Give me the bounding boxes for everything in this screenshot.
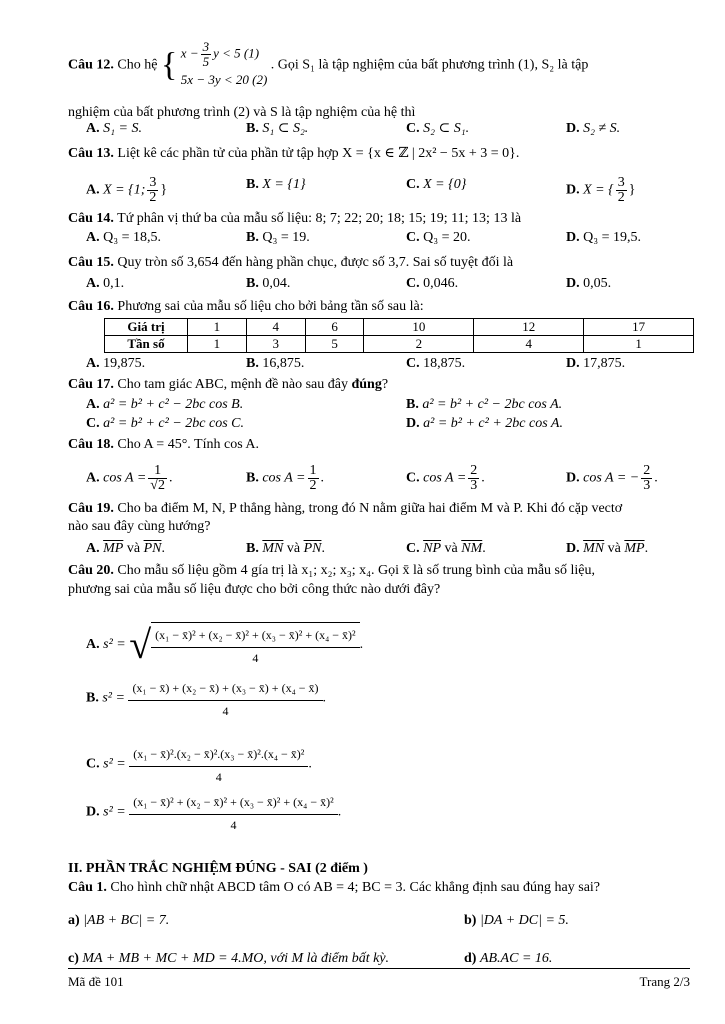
option-a[interactable]: [86, 275, 124, 293]
table-cell: 2: [364, 336, 474, 353]
formula-lhs: s² =: [103, 637, 126, 653]
option-text: X = {1}: [262, 177, 306, 192]
option-tail: .: [482, 541, 486, 556]
equation-2: 5x − 3y < 20 (2): [180, 72, 268, 87]
question-text: Cho mẫu số liệu gồm 4 gía trị là x₁; x₂; x₃; x₄. Gọi x̄ là số trung bình của mẫu số liệu,: [117, 563, 595, 578]
option-tail: .: [654, 470, 658, 486]
fraction-num: 3: [149, 175, 157, 190]
vector: $\overline{MN}$: [583, 541, 605, 556]
option-label: C.: [406, 470, 420, 486]
section-title: II. PHẦN TRẮC NGHIỆM ĐÚNG - SAI (2 điểm ): [68, 861, 368, 876]
table-cell: 1: [188, 336, 247, 353]
question-19: [68, 500, 690, 518]
option-a[interactable]: [86, 176, 167, 205]
option-label: C.: [406, 121, 420, 136]
option-text: S₂ ≠ S.: [583, 121, 621, 136]
table-cell: 4: [474, 336, 584, 353]
option-tail: .: [322, 690, 327, 706]
fraction-den: 4: [252, 651, 259, 665]
table-header-cell: Giá trị: [105, 319, 188, 336]
fraction-den: 2: [149, 190, 157, 205]
option-b[interactable]: [246, 229, 310, 247]
option-label: A.: [86, 230, 100, 245]
option-d[interactable]: [566, 540, 648, 558]
option-label: D.: [406, 416, 420, 431]
option-label: A.: [86, 121, 100, 136]
table-cell: 10: [364, 319, 474, 336]
sqrt-icon: √: [129, 622, 152, 667]
option-text: a² = b² + c² + 2bc cos A.: [423, 416, 563, 431]
question-label: Câu 12.: [68, 57, 114, 73]
option-tail: .: [359, 637, 364, 653]
question-text: Cho A = 45°. Tính cos A.: [117, 437, 259, 452]
fraction-num: (x₁ − x̄)² + (x₂ − x̄)² + (x₃ − x̄)² + (x₄ − x̄)²: [129, 790, 337, 815]
fraction-num: 2: [470, 463, 478, 478]
option-a[interactable]: [86, 396, 243, 414]
equation-1: [181, 40, 268, 69]
option-and: và: [286, 541, 301, 556]
exam-page: [68, 0, 690, 1024]
fraction-den: 4: [222, 704, 229, 718]
option-fraction: [641, 464, 652, 493]
option-text: cos A = −: [583, 470, 640, 486]
option-d[interactable]: [566, 120, 620, 138]
question-label: Câu 14.: [68, 211, 114, 226]
question-12: [68, 40, 690, 91]
fraction-num: 1: [148, 464, 167, 479]
statement-label: a): [68, 913, 80, 928]
option-c[interactable]: [406, 275, 458, 293]
option-label: B.: [246, 356, 259, 371]
option-label: C.: [406, 541, 420, 556]
option-b[interactable]: [246, 176, 306, 194]
option-label: D.: [86, 804, 100, 820]
option-fraction: [147, 176, 158, 205]
option-text: X = {0}: [423, 177, 467, 192]
formula-row: [86, 742, 312, 787]
option-label: D.: [566, 230, 580, 245]
option-d[interactable]: [566, 275, 611, 293]
option-tail: }: [628, 182, 636, 198]
fraction-num: (x₁ − x̄)².(x₂ − x̄)².(x₃ − x̄)².(x₄ − x̄)²: [129, 742, 308, 767]
question-text: Cho tam giác ABC, mệnh đề nào sau đây: [117, 377, 348, 392]
question-label: Câu 16.: [68, 299, 114, 314]
option-label: B.: [86, 690, 99, 706]
table-header-cell: Tần số: [105, 336, 188, 353]
option-and: và: [126, 541, 141, 556]
fraction-den: 4: [215, 770, 222, 784]
option-d[interactable]: [566, 229, 641, 247]
table-cell: 1: [188, 319, 247, 336]
option-label: C.: [406, 356, 420, 371]
option-d[interactable]: [566, 176, 635, 205]
formula-lhs: s² =: [103, 804, 126, 820]
statement-d[interactable]: [464, 950, 552, 968]
table-cell: 17: [584, 319, 694, 336]
statement-text: AB.AC = 16.: [479, 951, 553, 966]
vector: $\overline{MN}$: [262, 541, 284, 556]
vector: $\overline{PN}$: [303, 541, 322, 556]
option-text: a² = b² + c² − 2bc cos C.: [103, 416, 244, 431]
statement-label: b): [464, 913, 477, 928]
option-c[interactable]: [406, 464, 485, 493]
vector: $\overline{PN}$: [143, 541, 162, 556]
option-c[interactable]: [406, 176, 466, 194]
formula-fraction: [151, 623, 359, 668]
option-label: B.: [246, 121, 259, 136]
option-tail: .: [337, 804, 342, 820]
option-b[interactable]: [68, 676, 690, 724]
option-a[interactable]: [68, 616, 690, 672]
exam-code: Mã đề 101: [68, 974, 124, 989]
table-cell: 6: [305, 319, 364, 336]
page-number: Trang 2/3: [639, 974, 690, 989]
statement-label: c): [68, 951, 79, 966]
question-label: Câu 17.: [68, 377, 114, 392]
statement-b[interactable]: [464, 912, 569, 930]
option-a[interactable]: [86, 120, 142, 138]
question-text: Liệt kê các phần tử của phần tử tập hợp X = {x ∈ ℤ | 2x² − 5x + 3 = 0}.: [117, 146, 520, 161]
option-tail: .: [481, 470, 485, 486]
option-tail: .: [308, 756, 312, 772]
option-label: B.: [246, 470, 259, 486]
option-text: a² = b² + c² − 2bc cos A.: [422, 397, 563, 412]
question-label: Câu 20.: [68, 563, 114, 578]
option-text: cos A =: [423, 470, 467, 486]
option-label: A.: [86, 356, 100, 371]
option-label: A.: [86, 637, 100, 653]
question-text: Cho hình chữ nhật ABCD tâm O có AB = 4; BC = 3. Các khẳng định sau đúng hay sai?: [110, 880, 601, 895]
formula-lhs: s² =: [102, 690, 125, 706]
option-tail: .: [161, 541, 165, 556]
question-label: Câu 13.: [68, 146, 114, 161]
fraction-den: 3: [470, 478, 478, 493]
question-text-end: ?: [381, 377, 389, 392]
option-label: C.: [406, 276, 420, 291]
question-text: Phương sai của mẫu số liệu cho bởi bảng tần số sau là:: [117, 299, 424, 314]
option-text: S₁ = S.: [103, 121, 142, 136]
question-18: [68, 436, 690, 454]
option-text: X = {1;: [103, 182, 146, 198]
question-18-options: [68, 458, 690, 492]
option-fraction: [148, 464, 167, 493]
system-brace: {: [160, 46, 178, 84]
option-label: B.: [246, 230, 259, 245]
vector: $\overline{NM}$: [461, 541, 483, 556]
question-12-continued: nghiệm của bất phương trình (2) và S là tập nghiệm của hệ thì: [68, 105, 416, 120]
statement-text: |DA + DC| = 5.: [479, 913, 569, 928]
option-text: cos A =: [103, 470, 147, 486]
table-cell: 5: [305, 336, 364, 353]
option-a[interactable]: [86, 355, 145, 373]
section2-question-1: [68, 879, 690, 897]
option-c[interactable]: [406, 355, 465, 373]
option-label: D.: [566, 541, 580, 556]
option-text: 0,04.: [262, 276, 291, 291]
sqrt-radicand: [151, 622, 359, 668]
option-label: A.: [86, 276, 100, 291]
option-label: C.: [86, 756, 100, 772]
question-13-options: [68, 172, 690, 205]
option-label: C.: [406, 230, 420, 245]
option-label: C.: [86, 416, 100, 431]
question-20: [68, 562, 690, 580]
option-label: D.: [566, 182, 580, 198]
option-d[interactable]: [566, 464, 658, 493]
table-cell: 12: [474, 319, 584, 336]
option-text: S₁ ⊂ S₂.: [262, 121, 309, 136]
fraction-den: 3: [643, 478, 651, 493]
option-b[interactable]: [246, 540, 325, 558]
option-text: 17,875.: [583, 356, 626, 371]
question-19-continued: nào sau đây cùng hướng?: [68, 519, 211, 534]
option-text: cos A =: [262, 470, 306, 486]
fraction-num: (x₁ − x̄)² + (x₂ − x̄)² + (x₃ − x̄)² + (x₄ − x̄)²: [151, 623, 359, 648]
option-text: 18,875.: [423, 356, 466, 371]
option-d[interactable]: [566, 355, 625, 373]
eq1-num: 3: [202, 39, 210, 54]
option-text: 0,05.: [583, 276, 612, 291]
option-label: A.: [86, 397, 100, 412]
question-text: Cho ba điểm M, N, P thẳng hàng, trong đó N nằm giữa hai điểm M và P. Khi đó cặp vectơ: [117, 501, 623, 516]
option-c[interactable]: [86, 415, 244, 433]
vector: $\overline{NP}$: [423, 541, 442, 556]
formula-fraction: [129, 790, 337, 835]
option-tail: .: [321, 541, 325, 556]
table-row: [105, 319, 694, 336]
option-label: B.: [246, 177, 259, 192]
eq1-part-b: y < 5 (1): [213, 45, 260, 61]
option-d[interactable]: [406, 415, 563, 433]
fraction-num: 3: [617, 175, 625, 190]
option-label: D.: [566, 121, 580, 136]
option-b[interactable]: [246, 275, 290, 293]
option-text: Q₃ = 20.: [423, 230, 471, 245]
fraction-num: 1: [309, 463, 317, 478]
option-text: 0,046.: [423, 276, 459, 291]
eq1-part-a: x −: [180, 45, 199, 61]
option-label: B.: [406, 397, 419, 412]
option-text: 0,1.: [103, 276, 125, 291]
option-b[interactable]: [246, 464, 324, 493]
option-text: Q₃ = 19.: [262, 230, 310, 245]
option-b[interactable]: [246, 120, 308, 138]
option-label: D.: [566, 356, 580, 371]
question-text: . Gọi S₁ là tập nghiệm của bất phương trình (1), S₂ là tập: [270, 57, 589, 73]
option-label: D.: [566, 276, 580, 291]
question-text: Quy tròn số 3,654 đến hàng phần chục, được số 3,7. Sai số tuyệt đối là: [117, 255, 514, 270]
equation-system: [181, 40, 268, 91]
question-label: Câu 15.: [68, 255, 114, 270]
question-17: [68, 376, 690, 394]
question-lead: Cho hệ: [117, 57, 158, 73]
question-emphasis: đúng: [351, 377, 382, 392]
option-b[interactable]: [406, 396, 562, 414]
question-label: Câu 1.: [68, 880, 107, 895]
formula-lhs: s² =: [103, 756, 126, 772]
statement-label: d): [464, 951, 477, 966]
table-cell: 4: [246, 319, 305, 336]
fraction-den: 2: [617, 190, 625, 205]
option-c[interactable]: [406, 120, 469, 138]
option-text: S₂ ⊂ S₁.: [423, 121, 470, 136]
question-15: [68, 254, 690, 272]
option-label: C.: [406, 177, 420, 192]
option-fraction: [308, 464, 319, 493]
footer-divider: [68, 968, 690, 969]
option-text: 19,875.: [103, 356, 146, 371]
eq1-den: 5: [202, 54, 210, 69]
formula-row: [86, 622, 363, 668]
option-a[interactable]: [86, 540, 165, 558]
question-13: [68, 145, 690, 163]
option-text: X = {: [583, 182, 614, 198]
option-label: A.: [86, 182, 100, 198]
fraction-den: √2: [150, 478, 165, 493]
option-c[interactable]: [68, 742, 690, 790]
formula-fraction: [129, 742, 308, 787]
option-text: a² = b² + c² − 2bc cos B.: [103, 397, 244, 412]
table-cell: 1: [584, 336, 694, 353]
option-a[interactable]: [86, 229, 161, 247]
vector: $\overline{MP}$: [624, 541, 645, 556]
option-tail: .: [168, 470, 173, 486]
frequency-table: [104, 318, 694, 353]
option-c[interactable]: [406, 540, 486, 558]
option-a[interactable]: [86, 464, 172, 493]
option-d[interactable]: [68, 790, 690, 838]
option-text: 16,875.: [262, 356, 305, 371]
option-fraction: [616, 176, 627, 205]
option-and: và: [607, 541, 621, 556]
fraction-den: 4: [230, 818, 237, 832]
option-label: B.: [246, 541, 259, 556]
question-label: Câu 18.: [68, 437, 114, 452]
formula-fraction: [128, 676, 322, 721]
vector: $\overline{MP}$: [103, 541, 124, 556]
option-text: Q₃ = 19,5.: [583, 230, 642, 245]
statement-a[interactable]: [68, 912, 169, 930]
option-b[interactable]: [246, 355, 304, 373]
table-row: [105, 336, 694, 353]
statement-text: |AB + BC| = 7.: [83, 913, 170, 928]
fraction-num: 2: [643, 463, 651, 478]
option-tail: }: [160, 182, 168, 198]
statement-text: MA + MB + MC + MD = 4.MO, với M là điểm bất kỳ.: [82, 951, 390, 966]
option-label: A.: [86, 541, 100, 556]
option-fraction: [468, 464, 479, 493]
option-label: A.: [86, 470, 100, 486]
fraction-den: 2: [309, 478, 317, 493]
eq1-fraction: [201, 40, 212, 69]
statement-c[interactable]: [68, 950, 389, 968]
question-text: Tứ phân vị thứ ba của mẫu số liệu: 8; 7; 22; 20; 18; 15; 19; 11; 13; 13 là: [117, 211, 522, 226]
option-text: Q₃ = 18,5.: [103, 230, 162, 245]
question-label: Câu 19.: [68, 501, 114, 516]
option-and: và: [444, 541, 458, 556]
fraction-num: (x₁ − x̄) + (x₂ − x̄) + (x₃ − x̄) + (x₄ − x̄): [128, 676, 322, 701]
option-label: D.: [566, 470, 580, 486]
question-20-continued: phương sai của mẫu số liệu được cho bởi công thức nào dưới đây?: [68, 582, 441, 597]
option-tail: .: [644, 541, 649, 556]
formula-row: [86, 790, 341, 835]
option-tail: .: [320, 470, 324, 486]
formula-row: [86, 676, 326, 721]
table-cell: 3: [246, 336, 305, 353]
question-14: [68, 210, 690, 228]
question-16: [68, 298, 690, 316]
option-c[interactable]: [406, 229, 471, 247]
option-label: B.: [246, 276, 259, 291]
